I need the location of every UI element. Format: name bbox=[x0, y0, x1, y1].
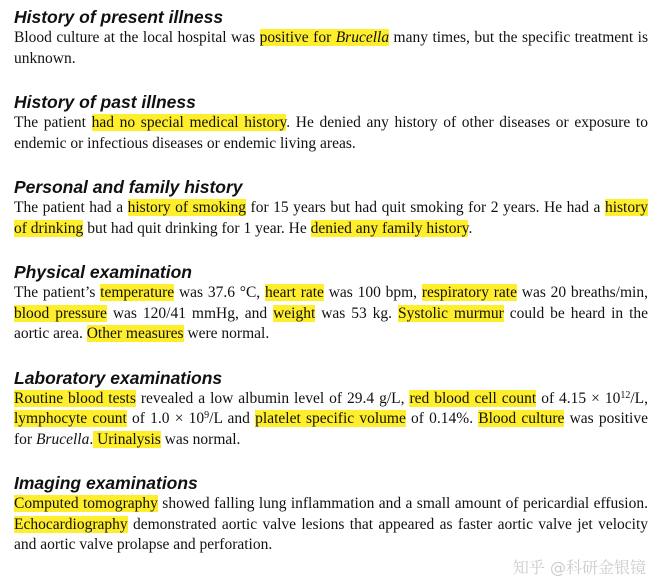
case-report bbox=[14, 6, 648, 556]
section-text: The patient had no special medical history. He denied any history of other diseases or exposure to endemic or infectious diseases or endemic living areas. bbox=[14, 114, 648, 152]
highlight: respiratory rate bbox=[421, 284, 517, 301]
section-heading: Physical examination bbox=[14, 262, 192, 282]
section-text: The patient had a history of smoking for 15 years but had quit smoking for 2 years. He had a history of drinking but had quit drinking for 1 year. He denied any family history. bbox=[14, 199, 648, 237]
highlight: Echocardiography bbox=[14, 515, 128, 533]
section-text: Routine blood tests revealed a low albumin level of 29.4 g/L, red blood cell count of $4.15 \times 10^{12}/L$, lymphocyte count of $1.0 \times 10^9/L$ and platelet specific volume of 0.14%. Blood culture was positive for Brucella. Urinalysis was normal. bbox=[14, 389, 648, 448]
highlight: weight bbox=[273, 304, 316, 322]
section-heading: History of past illness bbox=[14, 92, 196, 112]
section-text: Blood culture at the local hospital was positive for Brucella many times, but the specific treatment is unknown. bbox=[14, 29, 649, 67]
highlight: Computed tomography bbox=[14, 495, 158, 512]
section-text: Computed tomography showed falling lung inflammation and a small amount of pericardial effusion. Echocardiography demonstrated aortic valve lesions that appeared as faster aortic valve jet velocity and aortic valve prolapse and perforation. bbox=[14, 495, 648, 553]
section-present-illness bbox=[14, 6, 648, 69]
highlight: Blood culture bbox=[478, 410, 565, 427]
section-imaging-examinations bbox=[14, 472, 648, 556]
highlight: Urinalysis bbox=[93, 430, 161, 448]
highlight: red blood cell count bbox=[409, 389, 537, 407]
section-past-illness bbox=[14, 91, 648, 154]
highlight: history of drinking bbox=[14, 199, 648, 237]
section-laboratory-examinations bbox=[14, 367, 648, 451]
highlight: heart rate bbox=[264, 284, 324, 301]
highlight: Other measures bbox=[86, 325, 184, 342]
highlight: denied any family history bbox=[310, 219, 469, 237]
highlight: history of smoking bbox=[127, 199, 247, 216]
highlight: platelet specific volume bbox=[255, 410, 406, 427]
section-physical-examination bbox=[14, 261, 648, 345]
highlight: had no special medical history bbox=[91, 114, 287, 131]
section-heading: History of present illness bbox=[14, 7, 224, 27]
section-heading: Imaging examinations bbox=[14, 473, 198, 493]
section-text: The patient’s temperature was 37.6 °C, heart rate was 100 bpm, respiratory rate was 20 breaths/min, blood pressure was 120/41 mmHg, and weight was 53 kg. Systolic murmur could be heard in the aortic area. Other measures were normal. bbox=[14, 284, 648, 342]
section-personal-family-history bbox=[14, 176, 648, 239]
highlight: Routine blood tests bbox=[14, 389, 136, 407]
section-heading: Laboratory examinations bbox=[14, 367, 223, 388]
highlight: blood pressure bbox=[14, 304, 107, 322]
highlight: lymphocyte count bbox=[14, 410, 127, 427]
highlight: positive for Brucella bbox=[259, 29, 390, 46]
highlight: temperature bbox=[100, 284, 175, 301]
section-heading: Personal and family history bbox=[14, 177, 243, 197]
watermark: 知乎 @科研金银镜 bbox=[512, 558, 646, 577]
highlight: Systolic murmur bbox=[398, 304, 504, 322]
